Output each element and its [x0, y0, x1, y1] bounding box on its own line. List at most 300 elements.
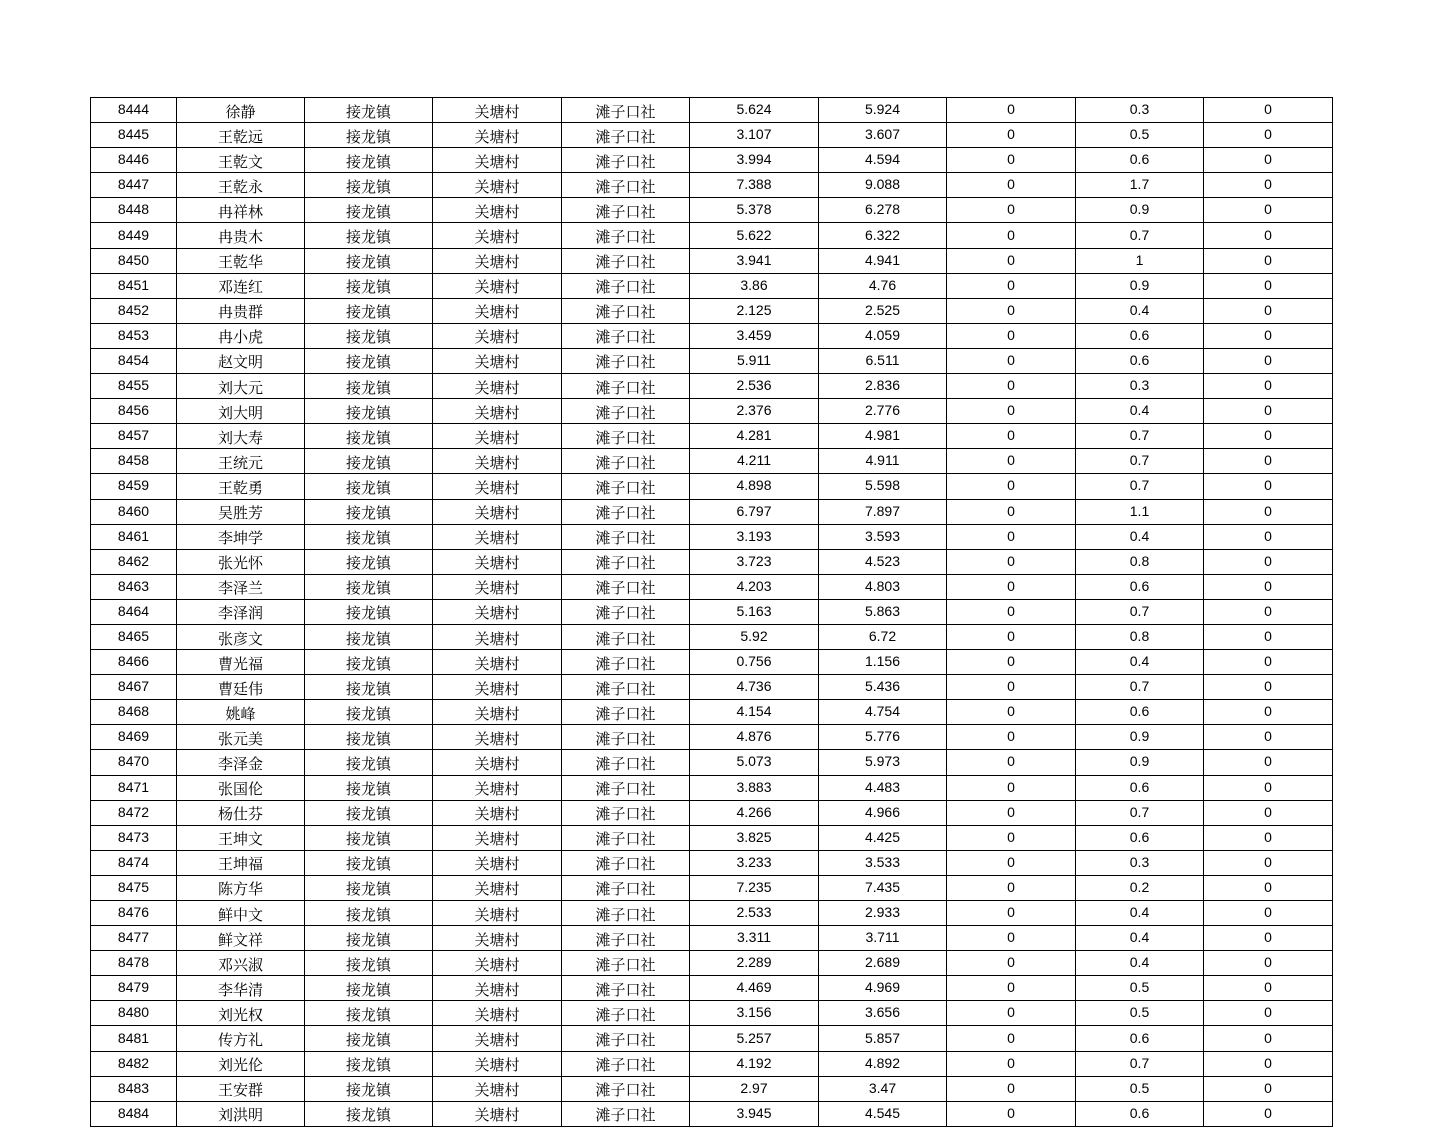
table-row [91, 273, 1333, 298]
group-cell: 滩子口社 [562, 650, 690, 675]
value-c-cell: 0 [947, 800, 1076, 825]
value-a-cell: 5.622 [690, 223, 819, 248]
name-cell: 冉贵群 [177, 298, 305, 323]
value-d-cell: 0.5 [1076, 1076, 1204, 1101]
id-cell: 8456 [91, 399, 177, 424]
village-cell: 关塘村 [433, 273, 562, 298]
village-cell: 关塘村 [433, 926, 562, 951]
value-e-cell: 0 [1204, 374, 1333, 399]
id-cell: 8480 [91, 1001, 177, 1026]
group-cell: 滩子口社 [562, 574, 690, 599]
table-row [91, 976, 1333, 1001]
table-row [91, 951, 1333, 976]
value-b-cell: 5.436 [819, 675, 947, 700]
town-cell: 接龙镇 [305, 424, 433, 449]
value-e-cell: 0 [1204, 800, 1333, 825]
group-cell: 滩子口社 [562, 624, 690, 649]
name-cell: 刘大元 [177, 374, 305, 399]
id-cell: 8449 [91, 223, 177, 248]
value-c-cell: 0 [947, 449, 1076, 474]
value-e-cell: 0 [1204, 675, 1333, 700]
value-e-cell: 0 [1204, 173, 1333, 198]
value-b-cell: 3.656 [819, 1001, 947, 1026]
value-a-cell: 7.235 [690, 875, 819, 900]
value-c-cell: 0 [947, 1026, 1076, 1051]
value-b-cell: 2.525 [819, 298, 947, 323]
value-b-cell: 7.897 [819, 499, 947, 524]
name-cell: 邓连红 [177, 273, 305, 298]
id-cell: 8446 [91, 148, 177, 173]
table-row [91, 926, 1333, 951]
table-row [91, 474, 1333, 499]
id-cell: 8464 [91, 599, 177, 624]
value-e-cell: 0 [1204, 951, 1333, 976]
value-b-cell: 9.088 [819, 173, 947, 198]
group-cell: 滩子口社 [562, 1101, 690, 1126]
village-cell: 关塘村 [433, 198, 562, 223]
value-a-cell: 3.311 [690, 926, 819, 951]
value-d-cell: 0.5 [1076, 123, 1204, 148]
table-row [91, 323, 1333, 348]
value-e-cell: 0 [1204, 524, 1333, 549]
id-cell: 8448 [91, 198, 177, 223]
value-c-cell: 0 [947, 1101, 1076, 1126]
town-cell: 接龙镇 [305, 98, 433, 123]
value-e-cell: 0 [1204, 725, 1333, 750]
name-cell: 张国伦 [177, 775, 305, 800]
id-cell: 8450 [91, 248, 177, 273]
value-c-cell: 0 [947, 1001, 1076, 1026]
id-cell: 8470 [91, 750, 177, 775]
value-d-cell: 1.7 [1076, 173, 1204, 198]
name-cell: 李坤学 [177, 524, 305, 549]
group-cell: 滩子口社 [562, 549, 690, 574]
value-e-cell: 0 [1204, 599, 1333, 624]
village-cell: 关塘村 [433, 700, 562, 725]
name-cell: 刘大寿 [177, 424, 305, 449]
value-a-cell: 3.156 [690, 1001, 819, 1026]
name-cell: 冉小虎 [177, 323, 305, 348]
value-c-cell: 0 [947, 198, 1076, 223]
value-e-cell: 0 [1204, 901, 1333, 926]
value-a-cell: 0.756 [690, 650, 819, 675]
name-cell: 王安群 [177, 1076, 305, 1101]
value-b-cell: 5.924 [819, 98, 947, 123]
village-cell: 关塘村 [433, 148, 562, 173]
town-cell: 接龙镇 [305, 624, 433, 649]
id-cell: 8479 [91, 976, 177, 1001]
value-e-cell: 0 [1204, 348, 1333, 373]
value-a-cell: 4.192 [690, 1051, 819, 1076]
value-a-cell: 2.289 [690, 951, 819, 976]
value-e-cell: 0 [1204, 850, 1333, 875]
group-cell: 滩子口社 [562, 675, 690, 700]
value-d-cell: 0.5 [1076, 1001, 1204, 1026]
village-cell: 关塘村 [433, 675, 562, 700]
value-d-cell: 0.4 [1076, 926, 1204, 951]
name-cell: 李泽兰 [177, 574, 305, 599]
name-cell: 王乾文 [177, 148, 305, 173]
value-d-cell: 0.4 [1076, 298, 1204, 323]
value-c-cell: 0 [947, 323, 1076, 348]
value-c-cell: 0 [947, 424, 1076, 449]
group-cell: 滩子口社 [562, 273, 690, 298]
table-row [91, 825, 1333, 850]
group-cell: 滩子口社 [562, 198, 690, 223]
town-cell: 接龙镇 [305, 123, 433, 148]
value-a-cell: 5.073 [690, 750, 819, 775]
group-cell: 滩子口社 [562, 750, 690, 775]
table-row [91, 850, 1333, 875]
value-a-cell: 2.125 [690, 298, 819, 323]
group-cell: 滩子口社 [562, 1026, 690, 1051]
value-c-cell: 0 [947, 650, 1076, 675]
value-d-cell: 0.4 [1076, 951, 1204, 976]
name-cell: 鲜中文 [177, 901, 305, 926]
group-cell: 滩子口社 [562, 700, 690, 725]
village-cell: 关塘村 [433, 775, 562, 800]
value-a-cell: 3.883 [690, 775, 819, 800]
table-row [91, 248, 1333, 273]
value-c-cell: 0 [947, 901, 1076, 926]
name-cell: 冉贵木 [177, 223, 305, 248]
value-c-cell: 0 [947, 173, 1076, 198]
town-cell: 接龙镇 [305, 574, 433, 599]
town-cell: 接龙镇 [305, 599, 433, 624]
value-c-cell: 0 [947, 348, 1076, 373]
value-b-cell: 4.059 [819, 323, 947, 348]
name-cell: 传方礼 [177, 1026, 305, 1051]
value-c-cell: 0 [947, 123, 1076, 148]
value-d-cell: 0.6 [1076, 148, 1204, 173]
village-cell: 关塘村 [433, 348, 562, 373]
id-cell: 8481 [91, 1026, 177, 1051]
value-d-cell: 0.7 [1076, 1051, 1204, 1076]
id-cell: 8469 [91, 725, 177, 750]
value-e-cell: 0 [1204, 399, 1333, 424]
table-row [91, 875, 1333, 900]
table-row [91, 499, 1333, 524]
town-cell: 接龙镇 [305, 1076, 433, 1101]
town-cell: 接龙镇 [305, 650, 433, 675]
village-cell: 关塘村 [433, 574, 562, 599]
town-cell: 接龙镇 [305, 223, 433, 248]
id-cell: 8460 [91, 499, 177, 524]
village-cell: 关塘村 [433, 901, 562, 926]
group-cell: 滩子口社 [562, 424, 690, 449]
value-b-cell: 7.435 [819, 875, 947, 900]
value-d-cell: 0.6 [1076, 323, 1204, 348]
value-b-cell: 6.322 [819, 223, 947, 248]
value-a-cell: 3.233 [690, 850, 819, 875]
table-row [91, 599, 1333, 624]
value-c-cell: 0 [947, 875, 1076, 900]
value-d-cell: 0.9 [1076, 750, 1204, 775]
village-cell: 关塘村 [433, 1076, 562, 1101]
value-a-cell: 3.941 [690, 248, 819, 273]
value-b-cell: 3.47 [819, 1076, 947, 1101]
value-a-cell: 4.281 [690, 424, 819, 449]
town-cell: 接龙镇 [305, 323, 433, 348]
value-e-cell: 0 [1204, 976, 1333, 1001]
name-cell: 王乾永 [177, 173, 305, 198]
village-cell: 关塘村 [433, 374, 562, 399]
value-b-cell: 4.803 [819, 574, 947, 599]
name-cell: 冉祥林 [177, 198, 305, 223]
table-row [91, 675, 1333, 700]
value-a-cell: 3.107 [690, 123, 819, 148]
table-row [91, 574, 1333, 599]
name-cell: 刘光权 [177, 1001, 305, 1026]
value-d-cell: 0.7 [1076, 599, 1204, 624]
id-cell: 8453 [91, 323, 177, 348]
group-cell: 滩子口社 [562, 399, 690, 424]
town-cell: 接龙镇 [305, 700, 433, 725]
name-cell: 鲜文祥 [177, 926, 305, 951]
value-d-cell: 0.3 [1076, 850, 1204, 875]
table-row [91, 1026, 1333, 1051]
group-cell: 滩子口社 [562, 348, 690, 373]
value-c-cell: 0 [947, 675, 1076, 700]
value-d-cell: 0.6 [1076, 825, 1204, 850]
value-e-cell: 0 [1204, 123, 1333, 148]
value-d-cell: 0.9 [1076, 198, 1204, 223]
village-cell: 关塘村 [433, 951, 562, 976]
id-cell: 8461 [91, 524, 177, 549]
town-cell: 接龙镇 [305, 173, 433, 198]
value-e-cell: 0 [1204, 148, 1333, 173]
town-cell: 接龙镇 [305, 775, 433, 800]
town-cell: 接龙镇 [305, 825, 433, 850]
town-cell: 接龙镇 [305, 248, 433, 273]
value-a-cell: 3.723 [690, 549, 819, 574]
group-cell: 滩子口社 [562, 825, 690, 850]
value-b-cell: 5.973 [819, 750, 947, 775]
name-cell: 赵文明 [177, 348, 305, 373]
village-cell: 关塘村 [433, 223, 562, 248]
table-row [91, 800, 1333, 825]
value-c-cell: 0 [947, 775, 1076, 800]
value-d-cell: 0.7 [1076, 223, 1204, 248]
village-cell: 关塘村 [433, 825, 562, 850]
village-cell: 关塘村 [433, 474, 562, 499]
value-b-cell: 6.511 [819, 348, 947, 373]
value-b-cell: 5.857 [819, 1026, 947, 1051]
town-cell: 接龙镇 [305, 449, 433, 474]
name-cell: 曹光福 [177, 650, 305, 675]
value-d-cell: 0.6 [1076, 574, 1204, 599]
table-row [91, 1051, 1333, 1076]
value-d-cell: 1 [1076, 248, 1204, 273]
id-cell: 8482 [91, 1051, 177, 1076]
value-a-cell: 5.911 [690, 348, 819, 373]
group-cell: 滩子口社 [562, 173, 690, 198]
value-c-cell: 0 [947, 248, 1076, 273]
id-cell: 8465 [91, 624, 177, 649]
table-row [91, 901, 1333, 926]
value-d-cell: 0.7 [1076, 800, 1204, 825]
town-cell: 接龙镇 [305, 148, 433, 173]
group-cell: 滩子口社 [562, 725, 690, 750]
value-d-cell: 0.7 [1076, 424, 1204, 449]
value-c-cell: 0 [947, 1076, 1076, 1101]
table-row [91, 449, 1333, 474]
value-d-cell: 0.6 [1076, 1026, 1204, 1051]
value-a-cell: 5.257 [690, 1026, 819, 1051]
name-cell: 邓兴淑 [177, 951, 305, 976]
name-cell: 陈方华 [177, 875, 305, 900]
village-cell: 关塘村 [433, 449, 562, 474]
value-b-cell: 1.156 [819, 650, 947, 675]
town-cell: 接龙镇 [305, 750, 433, 775]
value-e-cell: 0 [1204, 624, 1333, 649]
value-c-cell: 0 [947, 399, 1076, 424]
value-c-cell: 0 [947, 599, 1076, 624]
value-a-cell: 4.898 [690, 474, 819, 499]
id-cell: 8473 [91, 825, 177, 850]
group-cell: 滩子口社 [562, 850, 690, 875]
value-e-cell: 0 [1204, 1026, 1333, 1051]
group-cell: 滩子口社 [562, 599, 690, 624]
town-cell: 接龙镇 [305, 524, 433, 549]
value-b-cell: 2.776 [819, 399, 947, 424]
town-cell: 接龙镇 [305, 474, 433, 499]
village-cell: 关塘村 [433, 173, 562, 198]
table-row [91, 98, 1333, 123]
value-b-cell: 5.598 [819, 474, 947, 499]
value-a-cell: 6.797 [690, 499, 819, 524]
id-cell: 8452 [91, 298, 177, 323]
id-cell: 8476 [91, 901, 177, 926]
id-cell: 8483 [91, 1076, 177, 1101]
table-row [91, 1001, 1333, 1026]
group-cell: 滩子口社 [562, 926, 690, 951]
table-row [91, 374, 1333, 399]
name-cell: 王统元 [177, 449, 305, 474]
value-c-cell: 0 [947, 499, 1076, 524]
value-b-cell: 4.754 [819, 700, 947, 725]
table-row [91, 725, 1333, 750]
value-d-cell: 0.2 [1076, 875, 1204, 900]
value-e-cell: 0 [1204, 926, 1333, 951]
value-b-cell: 3.533 [819, 850, 947, 875]
village-cell: 关塘村 [433, 524, 562, 549]
value-e-cell: 0 [1204, 273, 1333, 298]
value-b-cell: 4.911 [819, 449, 947, 474]
value-a-cell: 3.86 [690, 273, 819, 298]
table-row [91, 549, 1333, 574]
table-row [91, 750, 1333, 775]
group-cell: 滩子口社 [562, 800, 690, 825]
table-row [91, 1101, 1333, 1126]
id-cell: 8468 [91, 700, 177, 725]
value-e-cell: 0 [1204, 474, 1333, 499]
value-e-cell: 0 [1204, 1101, 1333, 1126]
value-a-cell: 5.163 [690, 599, 819, 624]
town-cell: 接龙镇 [305, 198, 433, 223]
town-cell: 接龙镇 [305, 298, 433, 323]
village-cell: 关塘村 [433, 599, 562, 624]
value-b-cell: 6.72 [819, 624, 947, 649]
name-cell: 刘光伦 [177, 1051, 305, 1076]
value-b-cell: 2.836 [819, 374, 947, 399]
value-d-cell: 0.5 [1076, 976, 1204, 1001]
value-d-cell: 0.4 [1076, 650, 1204, 675]
value-a-cell: 4.266 [690, 800, 819, 825]
value-a-cell: 4.211 [690, 449, 819, 474]
town-cell: 接龙镇 [305, 926, 433, 951]
value-c-cell: 0 [947, 98, 1076, 123]
group-cell: 滩子口社 [562, 123, 690, 148]
value-b-cell: 5.776 [819, 725, 947, 750]
value-e-cell: 0 [1204, 323, 1333, 348]
village-cell: 关塘村 [433, 650, 562, 675]
group-cell: 滩子口社 [562, 976, 690, 1001]
village-cell: 关塘村 [433, 1101, 562, 1126]
value-d-cell: 0.7 [1076, 474, 1204, 499]
town-cell: 接龙镇 [305, 875, 433, 900]
value-a-cell: 4.876 [690, 725, 819, 750]
value-d-cell: 0.7 [1076, 675, 1204, 700]
value-b-cell: 6.278 [819, 198, 947, 223]
village-cell: 关塘村 [433, 98, 562, 123]
table-row [91, 223, 1333, 248]
village-cell: 关塘村 [433, 499, 562, 524]
value-a-cell: 3.825 [690, 825, 819, 850]
name-cell: 刘洪明 [177, 1101, 305, 1126]
table-row [91, 650, 1333, 675]
town-cell: 接龙镇 [305, 901, 433, 926]
name-cell: 徐静 [177, 98, 305, 123]
id-cell: 8459 [91, 474, 177, 499]
name-cell: 张元美 [177, 725, 305, 750]
value-c-cell: 0 [947, 624, 1076, 649]
table-row [91, 775, 1333, 800]
value-c-cell: 0 [947, 825, 1076, 850]
value-b-cell: 2.933 [819, 901, 947, 926]
value-c-cell: 0 [947, 574, 1076, 599]
value-e-cell: 0 [1204, 750, 1333, 775]
value-c-cell: 0 [947, 549, 1076, 574]
table-row [91, 298, 1333, 323]
name-cell: 曹廷伟 [177, 675, 305, 700]
value-d-cell: 0.4 [1076, 901, 1204, 926]
value-b-cell: 4.483 [819, 775, 947, 800]
village-cell: 关塘村 [433, 323, 562, 348]
value-c-cell: 0 [947, 725, 1076, 750]
value-d-cell: 0.4 [1076, 524, 1204, 549]
data-table [90, 97, 1333, 1127]
table-row [91, 148, 1333, 173]
value-a-cell: 7.388 [690, 173, 819, 198]
value-a-cell: 4.154 [690, 700, 819, 725]
village-cell: 关塘村 [433, 399, 562, 424]
id-cell: 8484 [91, 1101, 177, 1126]
value-c-cell: 0 [947, 374, 1076, 399]
name-cell: 吴胜芳 [177, 499, 305, 524]
value-e-cell: 0 [1204, 574, 1333, 599]
id-cell: 8471 [91, 775, 177, 800]
value-b-cell: 4.425 [819, 825, 947, 850]
value-e-cell: 0 [1204, 825, 1333, 850]
value-b-cell: 3.711 [819, 926, 947, 951]
value-d-cell: 0.4 [1076, 399, 1204, 424]
value-a-cell: 2.97 [690, 1076, 819, 1101]
town-cell: 接龙镇 [305, 1001, 433, 1026]
value-e-cell: 0 [1204, 449, 1333, 474]
value-c-cell: 0 [947, 700, 1076, 725]
village-cell: 关塘村 [433, 298, 562, 323]
